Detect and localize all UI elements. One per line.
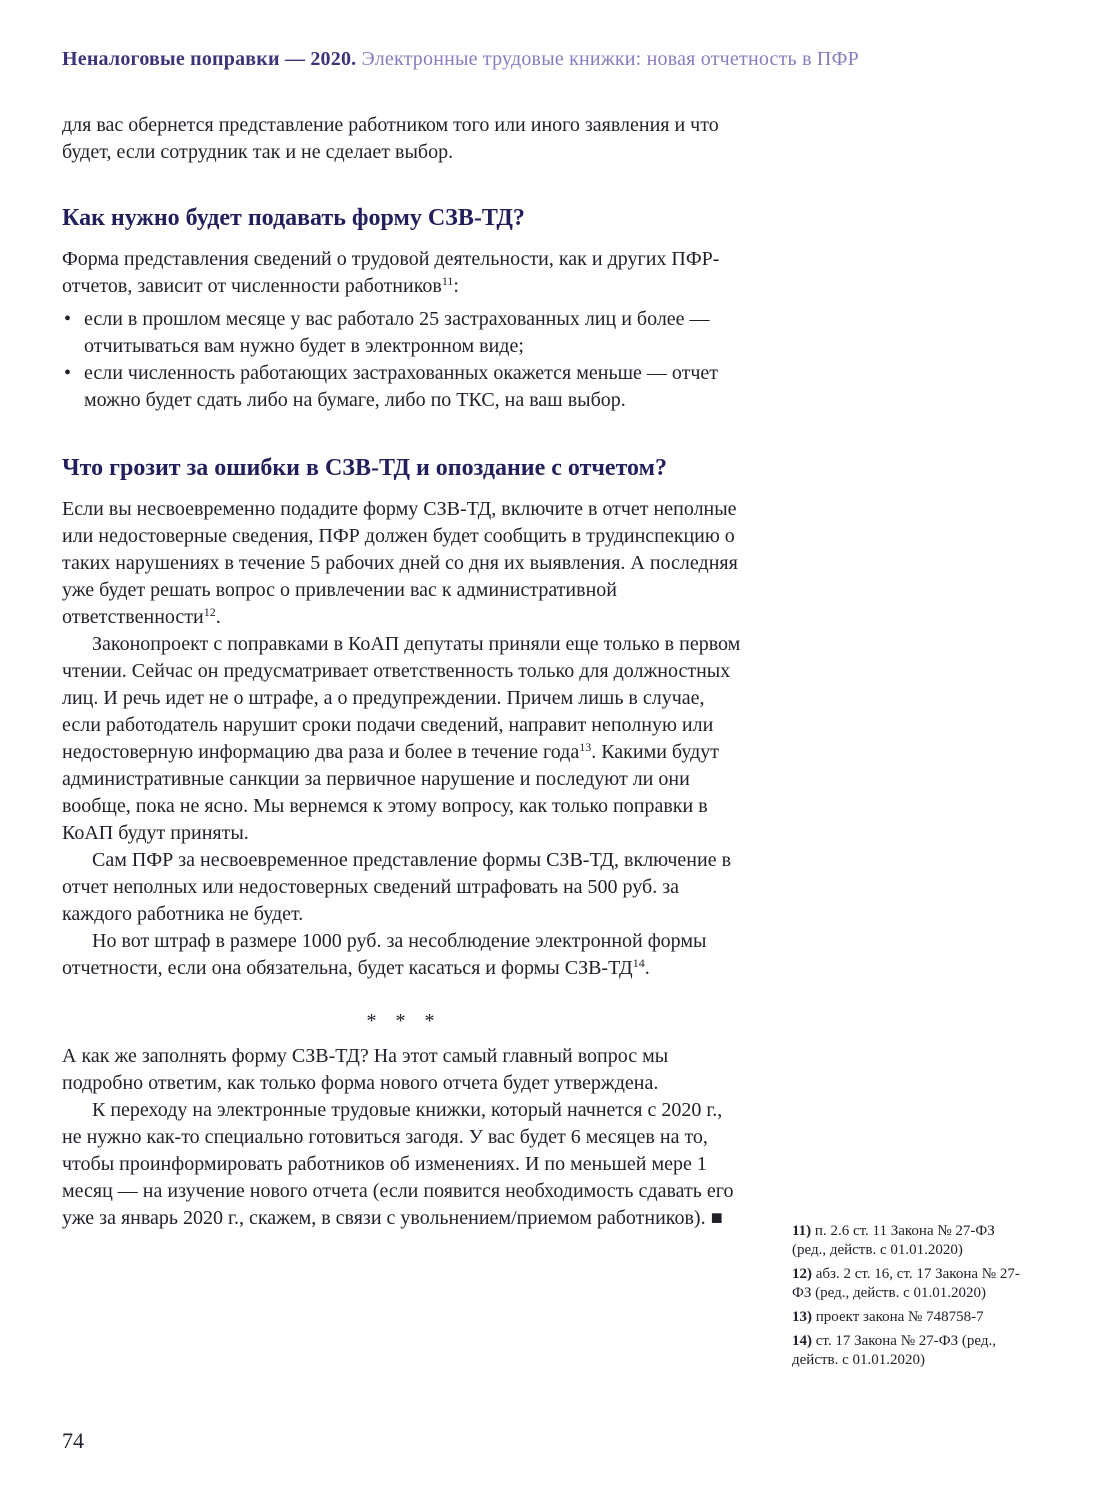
footnote-14: [792, 1332, 1020, 1370]
footnote-number: 14): [792, 1333, 812, 1349]
footnote-number: 12): [792, 1266, 812, 1282]
header-article-title: Электронные трудовые книжки: новая отчетность в ПФР: [356, 48, 859, 70]
footnote-text: ст. 17 Закона № 27-ФЗ (ред., действ. с 01.01.2020): [792, 1333, 996, 1368]
footnote-text: абз. 2 ст. 16, ст. 17 Закона № 27-ФЗ (ред., действ. с 01.01.2020): [792, 1266, 1020, 1301]
paragraph-late-report: [62, 496, 746, 631]
list-item: [62, 306, 746, 360]
footnote-13: [792, 1308, 1020, 1327]
bullet-text: если численность работающих застрахованных окажется меньше — отчет можно будет сдать либо на бумаге, либо по ТКС, на ваш выбор.: [84, 362, 718, 411]
main-column: [62, 46, 859, 1232]
footnote-ref-11: 11: [441, 274, 454, 288]
paragraph-transition: [62, 1097, 746, 1232]
section-heading-how-to-file: Как нужно будет подавать форму СЗВ-ТД?: [62, 205, 525, 231]
paragraph-pfr-no-fine: [62, 847, 746, 928]
footnote-text: проект закона № 748758-7: [815, 1309, 984, 1325]
footnote-text: п. 2.6 ст. 11 Закона № 27-ФЗ (ред., действ. с 01.01.2020): [792, 1223, 995, 1258]
page-number: 74: [62, 1428, 84, 1453]
footnote-ref-12: 12: [203, 605, 216, 619]
bullet-list: [62, 306, 746, 414]
footnote-ref-14: 14: [632, 956, 645, 970]
page-header: [62, 46, 859, 72]
bullet-text: если в прошлом месяце у вас работало 25 застрахованных лиц и более — отчитываться вам нужно будет в электронном виде;: [84, 308, 710, 357]
paragraph-text: Если вы несвоевременно подадите форму СЗВ-ТД, включите в отчет неполные или недостоверные сведения, ПФР должен будет сообщить в трудинспекцию о таких нарушениях в течение 5 рабочих дней со дня их выявления. А последняя уже будет решать вопрос о привлечении вас к административной ответственности: [62, 498, 738, 628]
article-body: [62, 112, 746, 1232]
paragraph-text: К переходу на электронные трудовые книжки, который начнется с 2020 г., не нужно как-то специально готовиться загодя. У вас будет 6 месяцев на то, чтобы проинформировать работников об изменениях. И по меньшей мере 1 месяц — на изучение нового отчета (если появится необходимость сдавать его уже за январь 2020 г., скажем, в связи с увольнением/приемом работников). ■: [62, 1099, 734, 1229]
paragraph-tail: . Какими будут административные санкции за первичное нарушение и последуют ли они вообще, пока не ясно. Мы вернемся к этому вопросу, как только поправки в КоАП будут приняты.: [62, 741, 720, 844]
paragraph-text: Форма представления сведений о трудовой деятельности, как и других ПФР-отчетов, зависит от численности работников: [62, 248, 720, 297]
list-item: [62, 360, 746, 414]
paragraph-koap-bill: [62, 631, 746, 847]
footnote-12: [792, 1265, 1020, 1303]
paragraph-text: А как же заполнять форму СЗВ-ТД? На этот самый главный вопрос мы подробно ответим, как только форма нового отчета будет утверждена.: [62, 1045, 669, 1094]
footnote-11: [792, 1222, 1020, 1260]
paragraph-how-to-fill: [62, 1043, 746, 1097]
footnote-ref-13: 13: [579, 740, 592, 754]
header-rubric: Неналоговые поправки — 2020.: [62, 48, 357, 70]
paragraph-tail: .: [215, 606, 221, 628]
paragraph-1000-fine: [62, 928, 746, 982]
asterisk-separator: * * *: [366, 1010, 442, 1032]
footnote-number: 11): [792, 1223, 812, 1239]
paragraph-tail: :: [453, 275, 459, 297]
paragraph-form-depends: [62, 246, 746, 300]
paragraph-text: Законопроект с поправками в КоАП депутаты приняли еще только в первом чтении. Сейчас он предусматривает ответственность только для должностных лиц. И речь идет не о штрафе, а о предупреждении. Причем лишь в случае, если работодатель нарушит сроки подачи сведений, направит неполную или недостоверную информацию два раза и более в течение года: [62, 633, 741, 763]
paragraph-tail: .: [644, 957, 650, 979]
lead-paragraph: [62, 112, 746, 166]
footnote-number: 13): [792, 1309, 812, 1325]
footnotes-column: [792, 1222, 1020, 1375]
paragraph-text: Сам ПФР за несвоевременное представление формы СЗВ-ТД, включение в отчет неполных или недостоверных сведений штрафовать на 500 руб. за каждого работника не будет.: [62, 849, 732, 925]
lead-text: для вас обернется представление работником того или иного заявления и что будет, если сотрудник так и не сделает выбор.: [62, 114, 719, 163]
section-heading-penalties: Что грозит за ошибки в СЗВ-ТД и опоздание с отчетом?: [62, 455, 667, 481]
paragraph-text: Но вот штраф в размере 1000 руб. за несоблюдение электронной формы отчетности, если она обязательна, будет касаться и формы СЗВ-ТД: [62, 930, 707, 979]
